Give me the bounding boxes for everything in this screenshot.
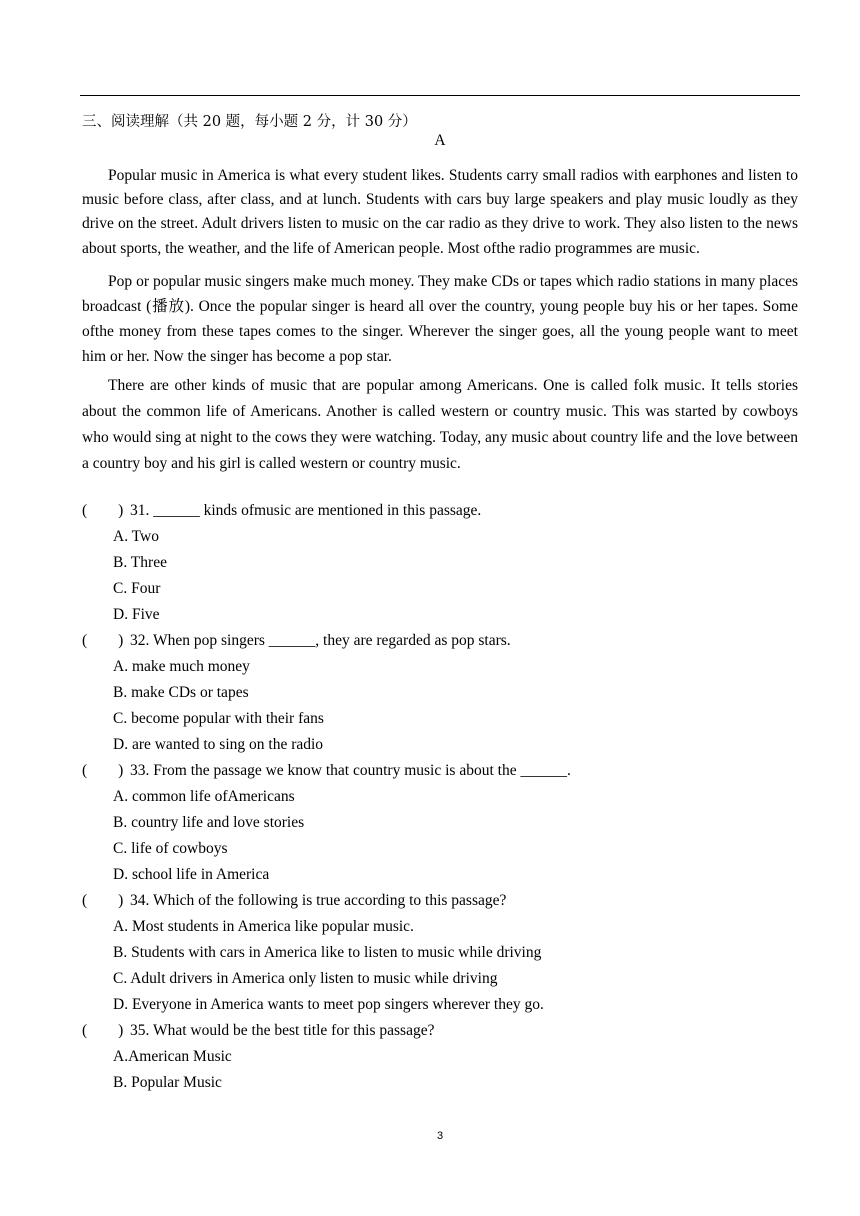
question-33 [82,758,798,888]
option-a: A. Two [113,528,159,545]
passage-paragraph-3: There are other kinds of music that are popular among Americans. One is called folk music. It tells stories about the common life of Americans. Another is called western or country music. This was started by cowboys who would sing at night to the cows they were watching. Today, any music about country life and the love between a country boy and his girl is called western or country music. [82,376,798,472]
question-text: 33. From the passage we know that country music is about the ______. [130,762,571,779]
option-d: D. are wanted to sing on the radio [113,736,324,753]
option-b: B. country life and love stories [113,814,305,831]
answer-blank[interactable]: ( ) [82,1022,124,1039]
option-a: A.American Music [113,1048,232,1065]
option-b: B. Popular Music [113,1074,222,1091]
answer-blank[interactable]: ( ) [82,892,124,909]
part-label: A [434,132,446,149]
question-31 [82,498,798,628]
question-32 [82,628,798,758]
option-b: B. Students with cars in America like to listen to music while driving [113,944,542,961]
question-list [82,498,798,1096]
question-text: 31. ______ kinds ofmusic are mentioned in this passage. [130,502,482,519]
question-stem [82,758,798,784]
answer-blank[interactable]: ( ) [82,762,124,779]
answer-blank[interactable]: ( ) [82,502,124,519]
option-d: D. school life in America [113,866,270,883]
question-text: 32. When pop singers ______, they are regarded as pop stars. [130,632,511,649]
question-text: 35. What would be the best title for this passage? [130,1022,435,1039]
option-c: C. life of cowboys [113,840,228,857]
option-a: A. Most students in America like popular music. [113,918,414,935]
question-35 [82,1018,798,1096]
option-a: A. common life ofAmericans [113,788,295,805]
page-number: 3 [436,1130,444,1142]
question-34 [82,888,798,1018]
question-stem [82,1018,798,1044]
section-title: 三、阅读理解（共 20 题，每小题 2 分，计 30 分） [82,114,417,130]
question-stem [82,628,798,654]
option-b: B. make CDs or tapes [113,684,249,701]
header-rule [80,95,800,96]
passage-paragraph-2: Pop or popular music singers make much money. They make CDs or tapes which radio stations in many places broadcast (播放). Once the popular singer is heard all over the country, young people buy his or her tapes. Some ofthe money from these tapes comes to the singer. Wherever the singer goes, all the young people want to meet him or her. Now the singer has become a pop star. [82,272,798,365]
reading-passage [82,164,798,477]
answer-blank[interactable]: ( ) [82,632,124,649]
option-c: C. become popular with their fans [113,710,324,727]
question-text: 34. Which of the following is true according to this passage? [130,892,507,909]
question-stem [82,888,798,914]
passage-paragraph-1: Popular music in America is what every student likes. Students carry small radios with earphones and listen to music before class, after class, and at lunch. Students with cars buy large speakers and play music loudly as they drive on the street. Adult drivers listen to music on the car radio as they drive to work. They also listen to the news about sports, the weather, and the life of American people. Most ofthe radio programmes are music. [82,167,798,257]
option-a: A. make much money [113,658,250,675]
question-stem [82,498,798,524]
option-b: B. Three [113,554,167,571]
option-d: D. Everyone in America wants to meet pop singers wherever they go. [113,996,544,1013]
option-c: C. Adult drivers in America only listen to music while driving [113,970,498,987]
option-c: C. Four [113,580,161,597]
option-d: D. Five [113,606,160,623]
